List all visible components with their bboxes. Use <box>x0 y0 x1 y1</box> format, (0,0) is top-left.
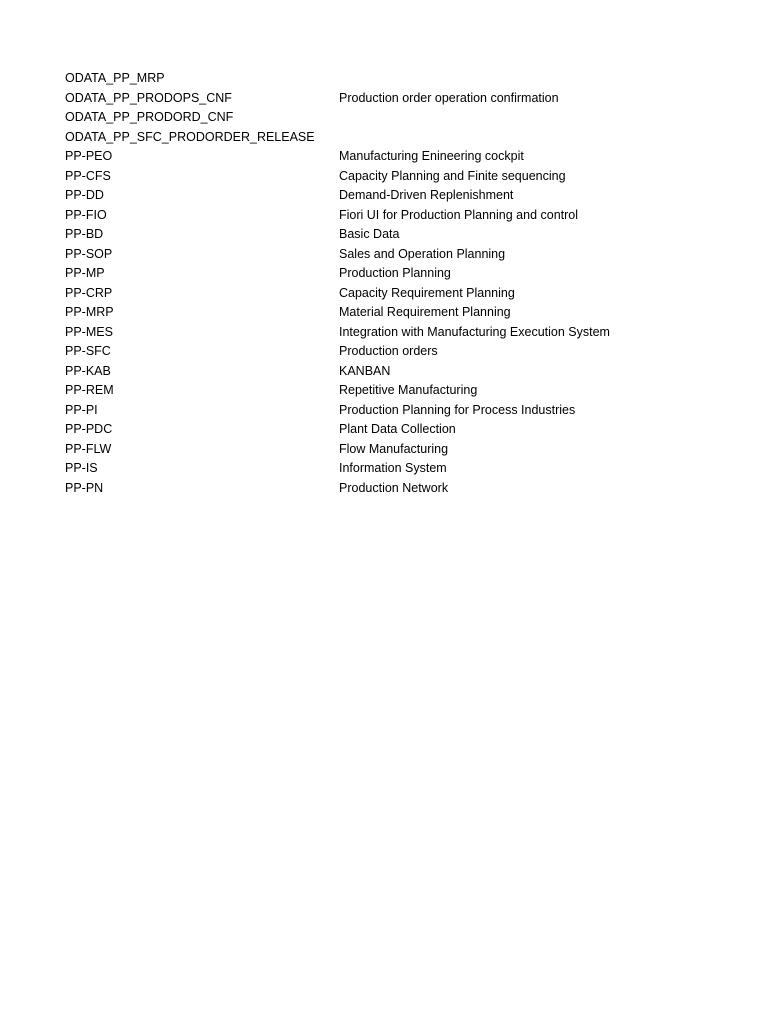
table-row <box>65 264 705 284</box>
component-code: PP-BD <box>65 227 104 241</box>
component-description: Repetitive Manufacturing <box>339 383 478 397</box>
component-description: KANBAN <box>339 363 391 378</box>
component-code: PP-MES <box>65 324 113 339</box>
table-row <box>65 342 705 362</box>
table-row <box>65 186 705 206</box>
table-row <box>65 479 705 499</box>
component-code: PP-IS <box>65 461 98 475</box>
table-row <box>65 440 705 460</box>
component-description: Production Planning for Process Industries <box>339 402 576 417</box>
component-description: Capacity Planning and Finite sequencing <box>339 168 566 183</box>
component-description: Manufacturing Enineering cockpit <box>339 149 524 163</box>
component-code: PP-FIO <box>65 207 107 222</box>
table-row <box>65 128 705 148</box>
component-description: Information System <box>339 461 447 475</box>
component-code: ODATA_PP_PRODOPS_CNF <box>65 90 232 105</box>
component-description: Production orders <box>339 344 438 358</box>
component-code: PP-MRP <box>65 305 114 319</box>
component-description: Material Requirement Planning <box>339 305 511 319</box>
component-code: ODATA_PP_MRP <box>65 71 165 85</box>
table-row <box>65 245 705 265</box>
component-code: PP-REM <box>65 383 114 397</box>
component-code: PP-PDC <box>65 422 113 436</box>
component-description: Plant Data Collection <box>339 422 456 436</box>
component-description <box>339 69 705 89</box>
component-description: Basic Data <box>339 227 400 241</box>
table-row <box>65 225 705 245</box>
table-row <box>65 381 705 401</box>
component-description: Capacity Requirement Planning <box>339 285 515 300</box>
component-description: Production order operation confirmation <box>339 90 559 105</box>
component-description: Production Network <box>339 480 449 495</box>
table-row <box>65 89 705 109</box>
component-code: PP-FLW <box>65 441 112 456</box>
component-description: Sales and Operation Planning <box>339 246 506 261</box>
table-row <box>65 362 705 382</box>
component-code: PP-PI <box>65 402 98 417</box>
table-row <box>65 167 705 187</box>
table-row <box>65 420 705 440</box>
table-row <box>65 147 705 167</box>
table-row <box>65 284 705 304</box>
table-row <box>65 323 705 343</box>
component-code: PP-CRP <box>65 285 113 300</box>
component-code: PP-SOP <box>65 246 113 261</box>
component-description: Production Planning <box>339 266 451 280</box>
component-code: PP-PEO <box>65 149 113 163</box>
component-code: PP-DD <box>65 188 104 202</box>
component-code: PP-SFC <box>65 344 111 358</box>
component-description <box>339 128 705 148</box>
component-description: Demand-Driven Replenishment <box>339 188 514 202</box>
component-code: PP-KAB <box>65 363 111 378</box>
component-description: Fiori UI for Production Planning and control <box>339 207 579 222</box>
component-description: Flow Manufacturing <box>339 441 449 456</box>
component-code: PP-MP <box>65 266 105 280</box>
table-row <box>65 459 705 479</box>
component-description: Integration with Manufacturing Execution System <box>339 324 610 339</box>
table-row <box>65 206 705 226</box>
table-row <box>65 303 705 323</box>
component-table <box>65 69 705 498</box>
component-code: PP-PN <box>65 480 104 495</box>
table-row <box>65 69 705 89</box>
table-row <box>65 108 705 128</box>
component-code: PP-CFS <box>65 168 111 183</box>
component-code: ODATA_PP_SFC_PRODORDER_RELEASE <box>65 129 315 144</box>
component-code: ODATA_PP_PRODORD_CNF <box>65 110 234 124</box>
table-row <box>65 401 705 421</box>
component-description <box>339 108 705 128</box>
